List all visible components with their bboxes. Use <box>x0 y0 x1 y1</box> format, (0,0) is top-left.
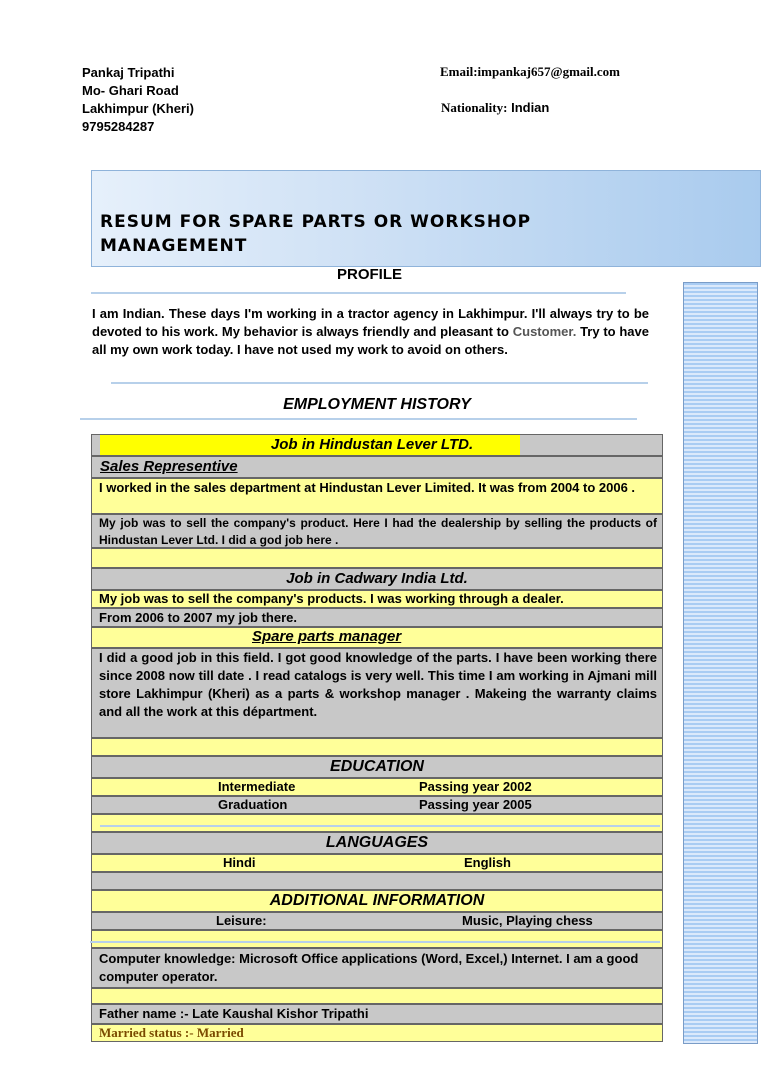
job1-title: Job in Hindustan Lever LTD. <box>270 436 474 453</box>
empty-row <box>91 988 663 1004</box>
education-heading-row <box>91 756 663 778</box>
profile-text-2: Try to have all my own work today. I have not used my work to avoid on others. <box>92 324 650 357</box>
profile-text <box>92 305 649 359</box>
job3-role-row <box>91 627 663 648</box>
job2-title-row <box>91 568 663 590</box>
job2-desc2: From 2006 to 2007 my job there. <box>99 610 297 625</box>
job3-desc: I did a good job in this field. I got good knowledge of the parts. I have been working there since 2008 now till date . I read catalogs is very well. This time I am working in Ajmani mill store Lakhimpur (Kheri) as a parts & workshop manager . Makeing the warranty claims and all the work at this départment. <box>99 650 657 719</box>
side-decoration <box>683 282 758 1044</box>
job1-desc2-row <box>91 514 663 548</box>
empty-row <box>91 872 663 890</box>
leisure-row <box>91 912 663 930</box>
languages-heading: LANGUAGES <box>325 834 429 851</box>
profile-text-1: I am Indian. These days I'm working in a tractor agency in Lakhimpur. I'll always try to be devoted to his work. My behavior is always friendly and pleasant to <box>92 306 649 339</box>
computer-knowledge: Computer knowledge: Microsoft Office applications (Word, Excel,) Internet. I am a good computer operator. <box>99 951 639 984</box>
language-2: English <box>464 855 511 870</box>
address-line-2: Lakhimpur (Kheri) <box>82 101 194 116</box>
nationality-value: Indian <box>511 100 550 115</box>
divider <box>91 292 626 294</box>
job2-title: Job in Cadwary India Ltd. <box>286 570 468 587</box>
languages-heading-row <box>91 832 663 854</box>
education-heading: EDUCATION <box>330 758 424 775</box>
additional-heading-row <box>91 890 663 912</box>
computer-row <box>91 948 663 988</box>
nationality-label: Nationality: <box>441 100 508 115</box>
leisure-label: Leisure: <box>216 913 267 928</box>
profile-customer: Customer. <box>512 324 577 339</box>
education-degree: Intermediate <box>218 779 296 794</box>
job2-desc1-row <box>91 590 663 608</box>
job3-desc-row <box>91 648 663 738</box>
resume-title: RESUM FOR SPARE PARTS OR WORKSHOP MANAGEMENT <box>100 212 532 256</box>
education-degree: Graduation <box>218 797 288 812</box>
education-year: Passing year 2005 <box>419 797 532 812</box>
education-year: Passing year 2002 <box>419 779 532 794</box>
married-row <box>91 1024 663 1042</box>
candidate-name: Pankaj Tripathi <box>82 65 175 80</box>
divider <box>100 825 660 827</box>
job2-desc1: My job was to sell the company's products. I was working through a dealer. <box>99 591 564 606</box>
job1-desc1: I worked in the sales department at Hindustan Lever Limited. It was from 2004 to 2006 . <box>99 480 636 495</box>
father-row <box>91 1004 663 1024</box>
additional-heading: ADDITIONAL INFORMATION <box>269 892 485 909</box>
job1-role-row <box>91 456 663 478</box>
empty-row <box>91 738 663 756</box>
profile-heading: PROFILE <box>336 266 402 283</box>
married-status: Married status :- Married <box>99 1025 244 1040</box>
job1-role: Sales Representive <box>100 458 238 475</box>
empty-row <box>91 930 663 948</box>
education-row <box>91 796 663 814</box>
leisure-value: Music, Playing chess <box>462 913 593 928</box>
divider <box>80 418 637 420</box>
job1-desc1-row <box>91 478 663 514</box>
job1-desc2: My job was to sell the company's product. Here I had the dealership by selling the products of Hindustan Lever Ltd. I did a god job here . <box>99 516 657 547</box>
language-1: Hindi <box>223 855 256 870</box>
divider <box>111 382 648 384</box>
nationality <box>441 100 549 116</box>
email: Email:impankaj657@gmail.com <box>440 64 621 79</box>
job3-role: Spare parts manager <box>252 628 402 645</box>
phone-number: 9795284287 <box>82 119 155 134</box>
address-line-1: Mo- Ghari Road <box>82 83 179 98</box>
languages-row <box>91 854 663 872</box>
education-row <box>91 778 663 796</box>
empty-row <box>91 814 663 832</box>
divider <box>90 941 660 943</box>
employment-heading: EMPLOYMENT HISTORY <box>283 396 471 413</box>
job1-title-row <box>91 434 663 456</box>
father-name: Father name :- Late Kaushal Kishor Tripathi <box>99 1006 369 1021</box>
job2-desc2-row <box>91 608 663 627</box>
empty-row <box>91 548 663 568</box>
